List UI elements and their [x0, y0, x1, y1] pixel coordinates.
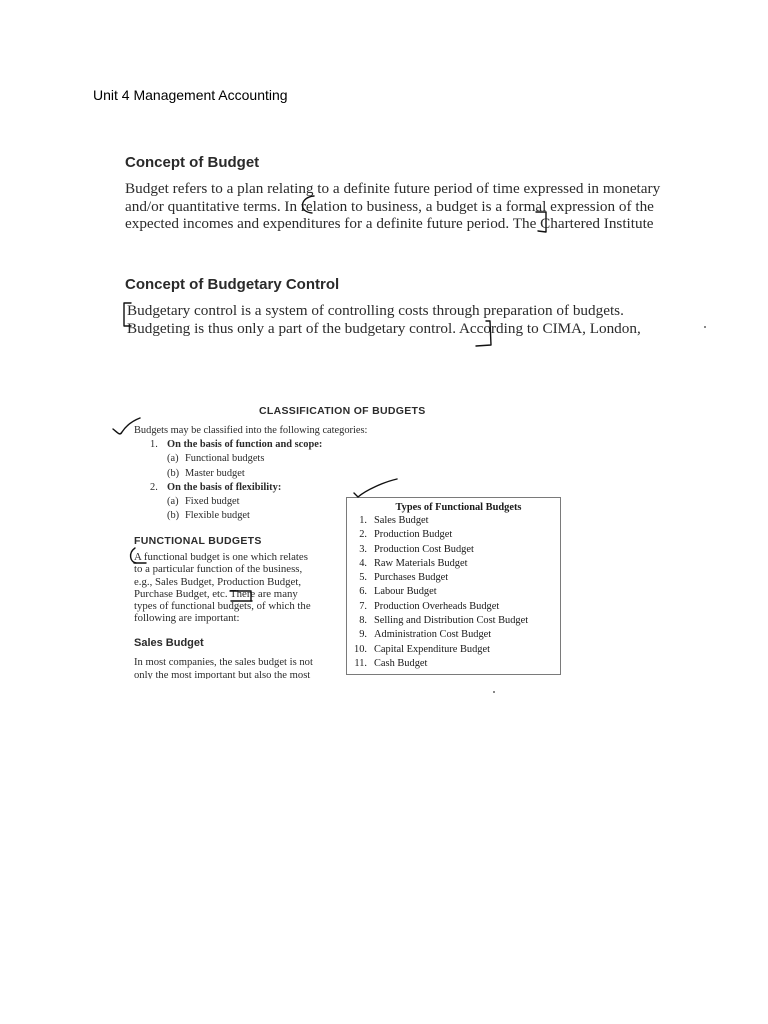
sales-budget-paragraph: [134, 657, 313, 679]
box-title: Types of Functional Budgets: [395, 502, 522, 513]
budgetary-control-paragraph: [127, 302, 641, 337]
budget-concept-heading: Concept of Budget: [125, 154, 260, 171]
list-item: 9. Administration Cost Budget: [359, 629, 492, 641]
classification-group: [150, 481, 322, 524]
dot-mark: [493, 691, 495, 693]
paragraph-line: A functional budget is one which relates: [134, 551, 308, 563]
item-text: Fixed budget: [185, 496, 240, 508]
paragraph-line: In most companies, the sales budget is not: [134, 657, 313, 668]
paragraph-line: and/or quantitative terms. In relation to business, a budget is a formal expression of the: [125, 197, 654, 215]
dot-mark: [704, 326, 706, 328]
item-letter: (a): [167, 453, 179, 465]
paragraph-line: Budget refers to a plan relating to a definite future period of time expressed in monetary: [125, 180, 661, 197]
list-item: 4. Raw Materials Budget: [359, 557, 468, 569]
classification-heading: CLASSIFICATION OF BUDGETS: [259, 405, 426, 417]
paragraph-line: only the most important but also the most: [134, 669, 311, 679]
list-item: 10. Capital Expenditure Budget: [354, 643, 491, 655]
types-of-functional-budgets-box: [346, 497, 561, 675]
item-text: Flexible budget: [185, 510, 250, 522]
budgetary-control-heading: Concept of Budgetary Control: [125, 276, 340, 293]
paragraph-line: expected incomes and expenditures for a definite future period. The Chartered Institute: [125, 215, 654, 232]
item-letter: (a): [167, 496, 179, 508]
list-item: 2. Production Budget: [359, 529, 453, 541]
group-title: On the basis of flexibility:: [167, 481, 282, 493]
group-title: On the basis of function and scope:: [167, 439, 323, 450]
paragraph-line: following are important:: [134, 612, 240, 625]
classification-group: [150, 438, 322, 481]
list-item: 1. Sales Budget: [359, 515, 429, 526]
group-number: 2.: [150, 481, 158, 493]
classification-list: [150, 438, 322, 524]
paragraph-line: to a particular function of the business,: [134, 563, 303, 576]
functional-budgets-heading: FUNCTIONAL BUDGETS: [134, 535, 262, 547]
item-text: Functional budgets: [185, 453, 265, 465]
types-list: [349, 514, 560, 671]
group-number: 1.: [150, 439, 158, 450]
item-letter: (b): [167, 510, 180, 522]
list-item: 5. Purchases Budget: [359, 572, 449, 584]
item-text: Master budget: [185, 467, 245, 479]
list-item: 8. Selling and Distribution Cost Budget: [359, 615, 529, 627]
list-item: 3. Production Cost Budget: [359, 543, 474, 555]
sales-budget-heading: Sales Budget: [134, 637, 204, 649]
classification-intro: Budgets may be classified into the following categories:: [134, 425, 368, 436]
paragraph-line: types of functional budgets, of which the: [134, 600, 311, 613]
paragraph-line: Purchase Budget, etc. There are many: [134, 587, 298, 600]
paragraph-line: Budgetary control is a system of controlling costs through preparation of budgets.: [127, 302, 624, 319]
paragraph-line: e.g., Sales Budget, Production Budget,: [134, 575, 302, 588]
paragraph-line: Budgeting is thus only a part of the budgetary control. According to CIMA, London,: [127, 319, 641, 337]
item-letter: (b): [167, 467, 180, 479]
list-item: 7. Production Overheads Budget: [359, 600, 500, 612]
functional-budgets-paragraph: [134, 551, 311, 625]
list-item: 6. Labour Budget: [359, 586, 437, 598]
budget-concept-paragraph: [125, 180, 660, 233]
list-item: 11. Cash Budget: [354, 657, 428, 669]
page-header-title: Unit 4 Management Accounting: [93, 87, 288, 103]
checkmark: [354, 479, 397, 497]
